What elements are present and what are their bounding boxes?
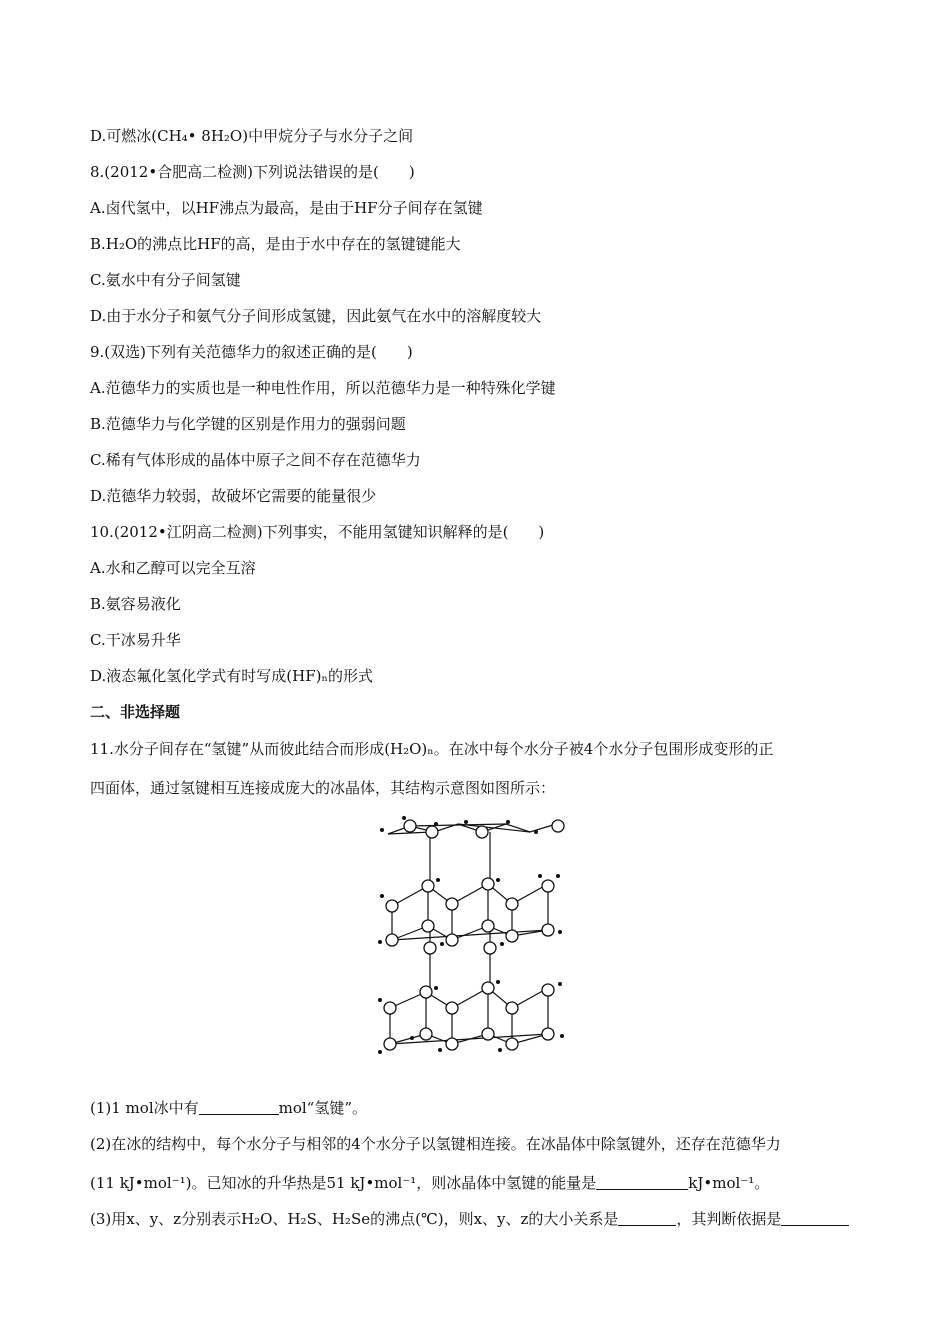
- q8-option-a: A.卤代氢中，以HF沸点为最高，是由于HF分子间存在氢键: [90, 199, 483, 217]
- answer-blank-1[interactable]: [199, 1100, 279, 1115]
- ice-crystal-structure-figure: [370, 812, 580, 1057]
- q11-part2-suffix: kJ•mol⁻¹。: [688, 1174, 770, 1192]
- q9-option-d: D.范德华力较弱，故破坏它需要的能量很少: [90, 487, 377, 505]
- q11-part3-middle: ，其判断依据是: [676, 1210, 782, 1228]
- q11-part1-prefix: (1)1 mol冰中有: [90, 1099, 199, 1117]
- answer-blank-2[interactable]: [596, 1175, 688, 1190]
- q9-option-b: B.范德华力与化学键的区别是作用力的强弱问题: [90, 415, 406, 433]
- answer-blank-4[interactable]: [781, 1211, 849, 1226]
- q11-part2-line1: (2)在冰的结构中，每个水分子与相邻的4个水分子以氢键相连接。在冰晶体中除氢键外，还存在范德华力: [90, 1135, 781, 1153]
- q8-option-b: B.H₂O的沸点比HF的高，是由于水中存在的氢键键能大: [90, 235, 461, 253]
- q10-option-b: B.氨容易液化: [90, 595, 181, 613]
- q11-stem-line1: 11.水分子间存在“氢键”从而彼此结合而形成(H₂O)ₙ。在冰中每个水分子被4个水分子包围形成变形的正: [90, 740, 774, 758]
- q11-part2-line2: [90, 1173, 769, 1193]
- q8-option-d: D.由于水分子和氨气分子间形成氢键，因此氨气在水中的溶解度较大: [90, 307, 542, 325]
- q8-option-c: C.氨水中有分子间氢键: [90, 271, 241, 289]
- q7-option-d: D.可燃冰(CH₄• 8H₂O)中甲烷分子与水分子之间: [90, 127, 414, 145]
- q11-part3-prefix: (3)用x、y、z分别表示H₂O、H₂S、H₂Se的沸点(℃)，则x、y、z的大小关系是: [90, 1210, 619, 1228]
- q10-option-c: C.干冰易升华: [90, 631, 181, 649]
- q10-option-d: D.液态氟化氢化学式有时写成(HF)ₙ的形式: [90, 667, 373, 685]
- section-heading: 二、非选择题: [90, 703, 181, 721]
- q10-option-a: A.水和乙醇可以完全互溶: [90, 559, 256, 577]
- q11-part3: [90, 1209, 849, 1229]
- q11-stem-line2: 四面体，通过氢键相互连接成庞大的冰晶体，其结构示意图如图所示：: [90, 779, 556, 797]
- q8-stem: 8.(2012•合肥高二检测)下列说法错误的是( ): [90, 163, 415, 181]
- q9-option-a: A.范德华力的实质也是一种电性作用，所以范德华力是一种特殊化学键: [90, 379, 556, 397]
- q10-stem: 10.(2012•江阴高二检测)下列事实，不能用氢键知识解释的是( ): [90, 523, 545, 541]
- q11-part1: [90, 1098, 367, 1118]
- q11-part2-prefix: (11 kJ•mol⁻¹)。已知冰的升华热是51 kJ•mol⁻¹，则冰晶体中氢键的能量是: [90, 1174, 597, 1192]
- answer-blank-3[interactable]: [618, 1211, 676, 1226]
- q11-part1-suffix: mol“氢键”。: [278, 1099, 368, 1117]
- q9-stem: 9.(双选)下列有关范德华力的叙述正确的是( ): [90, 343, 413, 361]
- q9-option-c: C.稀有气体形成的晶体中原子之间不存在范德华力: [90, 451, 421, 469]
